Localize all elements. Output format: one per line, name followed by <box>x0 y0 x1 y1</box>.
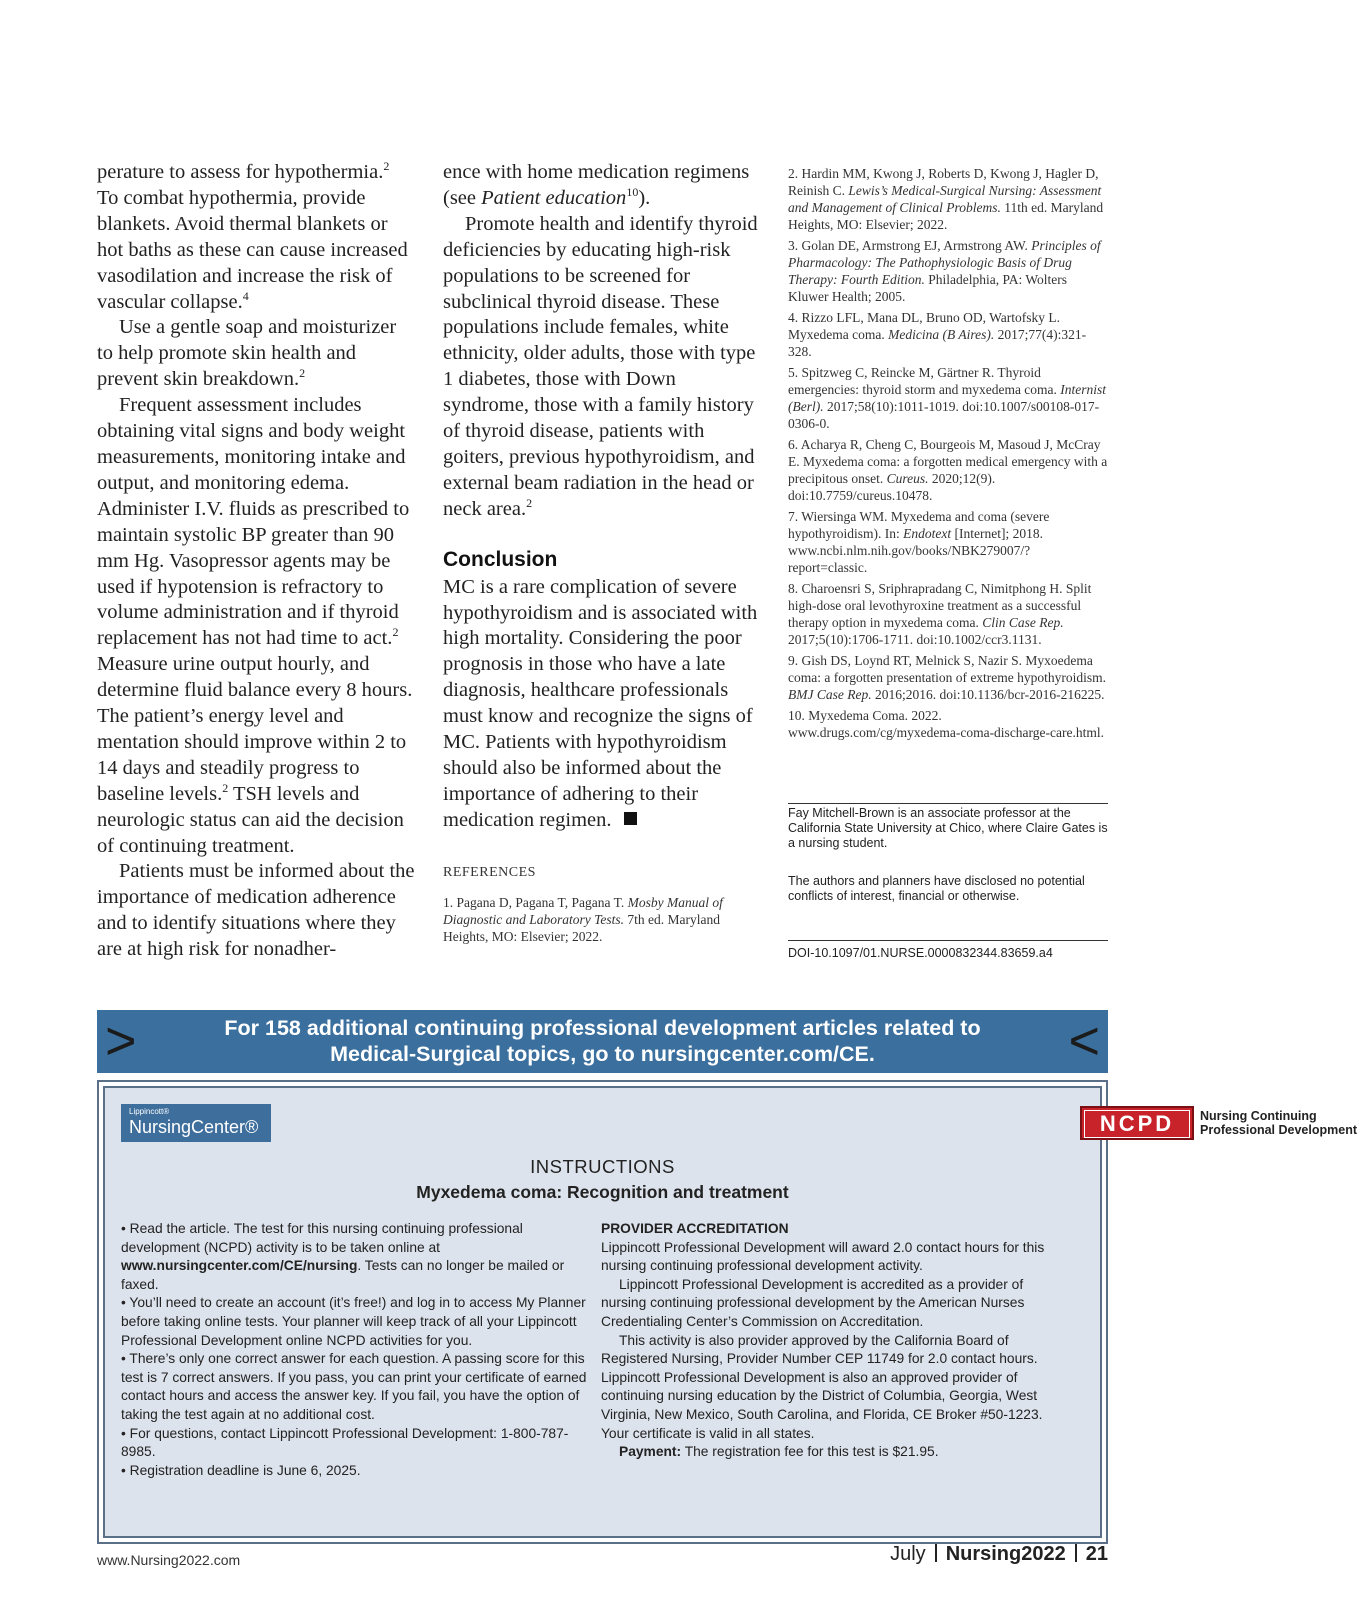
list-item: • There’s only one correct answer for each question. A passing score for this test is 7 correct answers. If you pass, you can print your certificate of earned contact hours and access the answer key. If you fail, you have the option of taking the test again at no additional cost. <box>121 1351 587 1422</box>
paragraph: Lippincott Professional Development is accredited as a provider of nursing continuing professional development by the American Nurses Credentialing Center’s Commission on Accreditation. <box>601 1276 1025 1329</box>
provider-heading: PROVIDER ACCREDITATION <box>601 1221 789 1236</box>
paragraph: Lippincott Professional Development will award 2.0 contact hours for this nursing continuing professional development activity. <box>601 1239 1045 1274</box>
ce-banner <box>97 1010 1108 1073</box>
chevron-left-icon: < <box>1068 1011 1100 1071</box>
list-item: • Registration deadline is June 6, 2025. <box>121 1462 361 1478</box>
provider-accreditation <box>601 1220 1071 1462</box>
divider <box>788 803 1108 804</box>
reference-item: 10. Myxedema Coma. 2022. www.drugs.com/cg/myxedema-coma-discharge-care.html. <box>788 708 1105 740</box>
reference-item: 2. Hardin MM, Kwong J, Roberts D, Kwong J, Hagler D, Reinish C. Lewis’s Medical-Surgical Nursing: Assessment and Management of Clinical Problems. 11th ed. Maryland Heights, MO: Elsevier; 2022. <box>788 166 1104 232</box>
references-list <box>788 165 1108 745</box>
article-column-1 <box>97 160 415 963</box>
reference-item: 1. Pagana D, Pagana T, Pagana T. Mosby Manual of Diagnostic and Laboratory Tests. 7th ed. Maryland Heights, MO: Elsevier; 2022. <box>443 894 723 944</box>
footer-website: www.Nursing2022.com <box>97 1552 241 1568</box>
references-heading: REFERENCES <box>443 864 536 880</box>
reference-item: 4. Rizzo LFL, Mana DL, Bruno OD, Wartofsky L. Myxedema coma. Medicina (B Aires). 2017;77(4):321-328. <box>788 310 1087 359</box>
magazine-name: Nursing2022 <box>945 1543 1066 1565</box>
instructions-box: Lippincott® NursingCenter® NCPD Nursing Continuing Professional Development INSTRUCTIONS Myxedema coma: Recognition and treatment • Read the article. The test for this nursing continuing professional development (NCPD) activity is to be taken online at www.nursingcenter.com/CE/nursing. Tests can no longer be mailed or faxed. • You’ll need to create an account (it’s free!) and log in to access My Planner before taking online tests. Your planner will keep track of all your Lippincott Professional Development online NCPD activities for you. • There’s only one correct answer for each question. A passing score for this test is 7 correct answers. If you pass, you can print your certificate of earned contact hours and access the answer key. If you fail, you have the option of taking the test again at no additional cost. • For questions, contact Lippincott Professional Development: 1-800-787-8985. • Registration deadline is June 6, 2025. PROVIDER ACCREDITATION Lippincott Professional Development will award 2.0 contact hours for this nursing continuing professional development activity. Lippincott Professional Development is accredited as a provider of nursing continuing professional development by the American Nurses Credentialing Center’s Commission on Accreditation. This activity is also provider approved by the California Board of Registered Nursing, Provider Number CEP 11749 for 2.0 contact hours. Lippincott Professional Development is also an approved provider of continuing nursing education by the District of Columbia, Georgia, West Virginia, New Mexico, South Carolina, and Florida, CE Broker #50-1223. Your certificate is valid in all states. Payment: The registration fee for this test is $21.95. <box>97 1080 1108 1544</box>
paragraph: perature to assess for hypothermia.$^2$ To combat hypothermia, provide blankets. Avoid thermal blankets or hot baths as these can cause increased vasodilation and increase the risk of vascular collapse.$^4$ <box>97 159 408 313</box>
list-item: • For questions, contact Lippincott Professional Development: 1-800-787-8985. <box>121 1425 569 1460</box>
paragraph: ence with home medication regimens (see Patient education$^{10}$). <box>443 161 750 209</box>
paragraph: Frequent assessment includes obtaining vital signs and body weight measurements, monitoring intake and output, and monitoring edema. Administer I.V. fluids as prescribed to maintain systolic BP greater than 90 mm Hg. Vasopressor agents may be used if hypotension is refractory to volume administration and if thyroid replacement has not had time to act.$^2$ Measure urine output hourly, and determine fluid balance every 8 hours. The patient’s energy level and mentation should improve within 2 to 14 days and steadily progress to baseline levels.$^2$ TSH levels and neurologic status can aid the decision of continuing treatment. <box>97 394 413 857</box>
list-item: • Read the article. The test for this nursing continuing professional development (NCPD) activity is to be taken online at www.nursingcenter.com/CE/nursing. Tests can no longer be mailed or faxed. <box>121 1221 565 1292</box>
instructions-title: INSTRUCTIONS <box>530 1156 675 1177</box>
paragraph: This activity is also provider approved by the California Board of Registered Nursing, Provider Number CEP 11749 for 2.0 contact hours. Lippincott Professional Development is also an approved provider of continuing nursing education by the District of Columbia, Georgia, West Virginia, New Mexico, South Carolina, and Florida, CE Broker #50-1223. Your certificate is valid in all states. <box>601 1332 1043 1441</box>
reference-item: 5. Spitzweg C, Reincke M, Gärtner R. Thyroid emergencies: thyroid storm and myxedema coma. Internist (Berl). 2017;58(10):1011-1019. doi:10.1007/s00108-017-0306-0. <box>788 365 1107 431</box>
instructions-subtitle: Myxedema coma: Recognition and treatment <box>416 1182 789 1202</box>
conclusion-heading: Conclusion <box>443 547 558 571</box>
reference-item: 6. Acharya R, Cheng C, Bourgeois M, Masoud J, McCray E. Myxedema coma: a forgotten medical emergency with a precipitous onset. Cureus. 2020;12(9). doi:10.7759/cureus.10478. <box>788 437 1108 503</box>
reference-item: 8. Charoensri S, Sriphrapradang C, Nimitphong H. Split high-dose oral levothyroxine treatment as a successful therapy option in myxedema coma. Clin Case Rep. 2017;5(10):1706-1711. doi:10.1002/ccr3.1131. <box>788 581 1092 647</box>
disclosure-note: The authors and planners have disclosed no potential conflicts of interest, financial or otherwise. <box>788 874 1085 903</box>
doi: DOI-10.1097/01.NURSE.0000832344.83659.a4 <box>788 946 1053 960</box>
paragraph: Promote health and identify thyroid deficiencies by educating high-risk populations to be screened for subclinical thyroid disease. These populations include females, white ethnicity, older adults, those with type 1 diabetes, those with Down syndrome, those with a family history of thyroid disease, patients with goiters, previous hypothyroidism, and external beam radiation in the head or neck area.$^2$ <box>443 212 758 520</box>
reference-item: 3. Golan DE, Armstrong EJ, Armstrong AW. Principles of Pharmacology: The Pathophysiologic Basis of Drug Therapy: Fourth Edition. Philadelphia, PA: Wolters Kluwer Health; 2005. <box>788 238 1101 304</box>
reference-item: 9. Gish DS, Loynd RT, Melnick S, Nazir S. Myxoedema coma: a forgotten presentation of extreme hypothyroidism. BMJ Case Rep. 2016;2016. doi:10.1136/bcr-2016-216225. <box>788 653 1107 702</box>
payment-note: Payment: The registration fee for this test is $21.95. <box>619 1444 939 1460</box>
end-of-article-mark <box>624 812 637 825</box>
page-number: 21 <box>1085 1543 1108 1565</box>
divider <box>788 940 1108 941</box>
author-bio: Fay Mitchell-Brown is an associate professor at the California State University at Chico, where Claire Gates is a nursing student. <box>788 806 1108 850</box>
conclusion-paragraph: MC is a rare complication of severe hypothyroidism and is associated with high mortality. Considering the poor prognosis in those who have a late diagnosis, healthcare professionals must know and recognize the signs of MC. Patients with hypothyroidism should also be informed about the importance of adhering to their medication regimen. <box>443 575 758 831</box>
paragraph: Patients must be informed about the importance of medication adherence and to identify situations where they are at high risk for nonadher- <box>97 860 415 961</box>
list-item: • You’ll need to create an account (it’s free!) and log in to access My Planner before taking online tests. Your planner will keep track of all your Lippincott Professional Development online NCPD activities for you. <box>121 1295 586 1348</box>
article-column-2 <box>443 160 761 945</box>
chevron-right-icon: > <box>105 1011 137 1071</box>
issue-month: July <box>890 1543 926 1565</box>
instructions-list <box>121 1220 587 1480</box>
paragraph: Use a gentle soap and moisturizer to help promote skin health and prevent skin breakdown.$^2$ <box>97 316 397 391</box>
reference-item: 7. Wiersinga WM. Myxedema and coma (severe hypothyroidism). In: Endotext [Internet]; 2018. www.ncbi.nlm.nih.gov/books/NBK279007/?report=classic. <box>788 509 1050 575</box>
banner-text: For 158 additional continuing professional development articles related to Medical-Surgical topics, go to nursingcenter.com/CE. <box>224 1016 981 1066</box>
nursingcenter-logo: Lippincott® NursingCenter® <box>121 1104 271 1142</box>
footer-folio <box>890 1543 1108 1566</box>
